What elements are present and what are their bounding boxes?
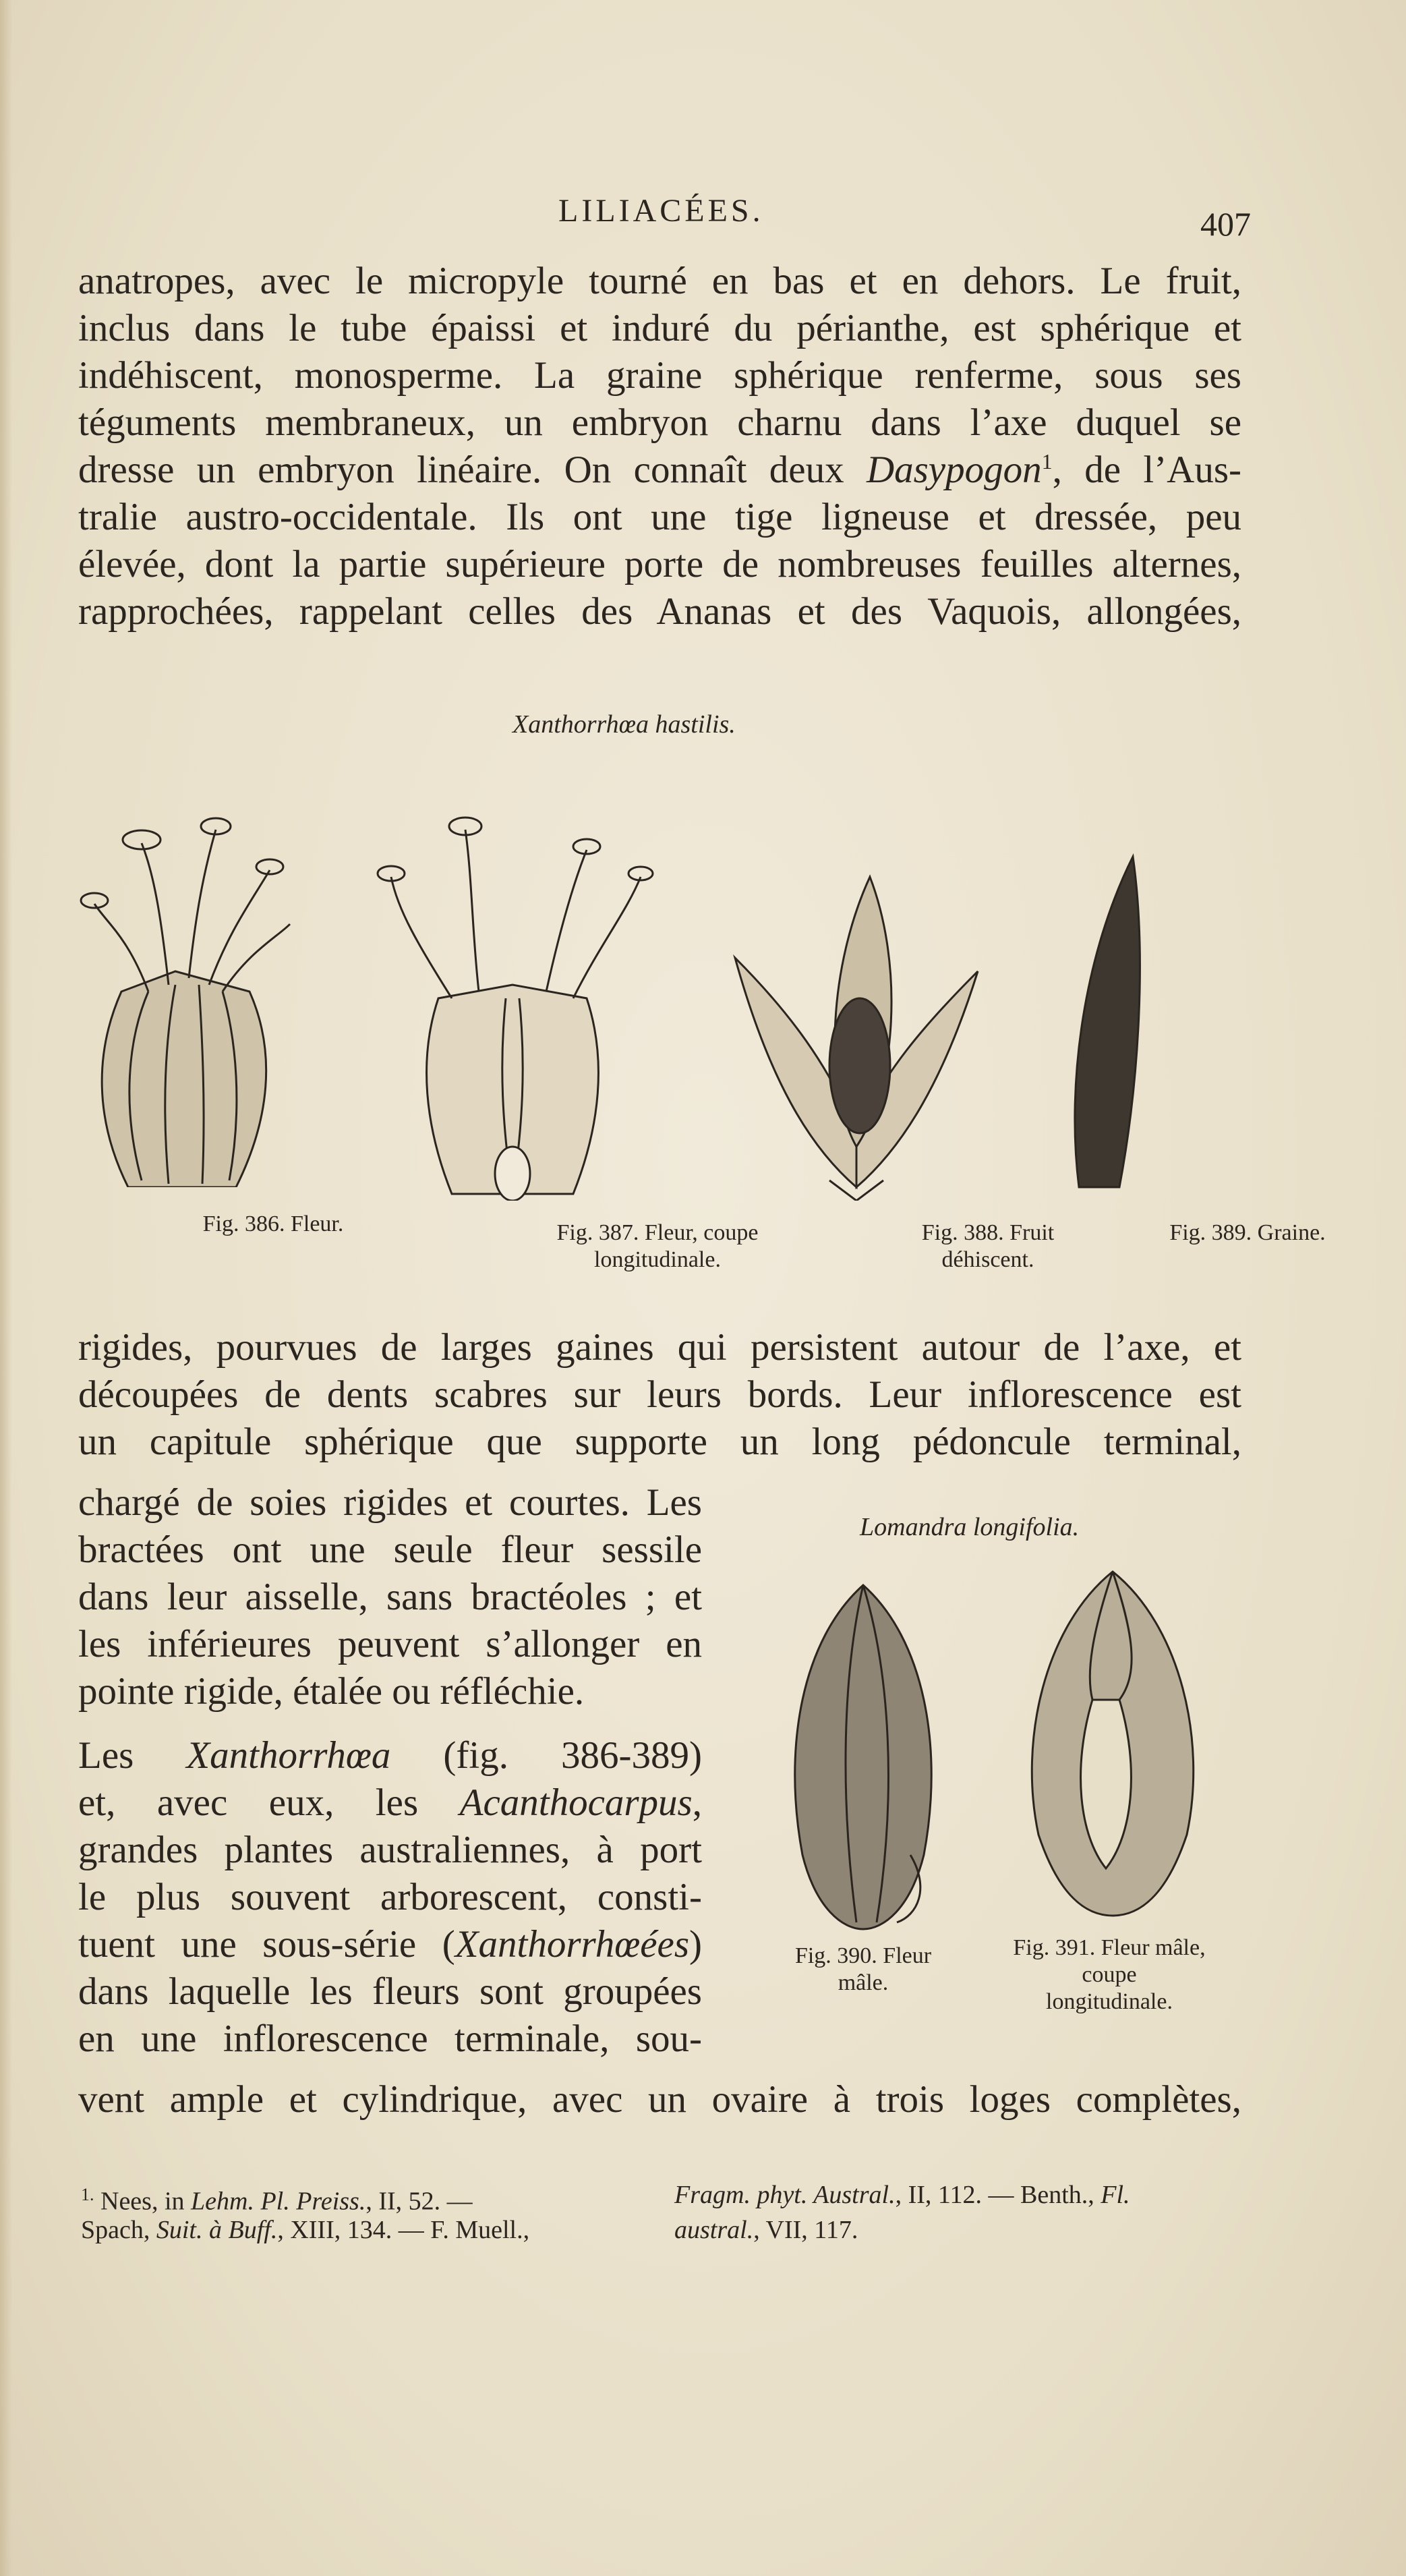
caption-fig-389: Fig. 389. Graine. <box>1169 1220 1326 1245</box>
genus-name: Acanthocarpus <box>459 1781 693 1824</box>
text-line: indéhiscent, monosperme. La graine sphérique renferme, sous ses <box>78 354 1241 397</box>
caption-fig-388-line2: déhiscent. <box>941 1247 1034 1272</box>
text-line: le plus souvent arborescent, consti- <box>78 1876 702 1918</box>
text-line: vent ample et cylindrique, avec un ovaire à trois loges complètes, <box>78 2078 1241 2121</box>
caption-fig-387-line2: longitudinale. <box>594 1247 721 1272</box>
page-number: 407 <box>1200 205 1251 243</box>
text-line: tralie austro-occidentale. Ils ont une tige ligneuse et dressée, peu <box>78 496 1241 538</box>
running-head: LILIACÉES. <box>558 193 764 229</box>
caption-fig-391-line2: coupe <box>1082 1962 1137 1987</box>
caption-fig-391-line3: longitudinale. <box>1046 1989 1173 2014</box>
text-line: les inférieures peuvent s’allonger en <box>78 1623 702 1665</box>
caption-fig-390-line1: Fig. 390. Fleur <box>794 1943 932 1968</box>
text-line: en une inflorescence terminale, sou- <box>78 2017 702 2060</box>
caption-fig-386: Fig. 386. Fleur. <box>202 1211 344 1236</box>
genus-name: Dasypogon <box>866 449 1042 491</box>
page-gutter-shadow <box>0 0 12 2576</box>
text-line: Les Xanthorrhœa (fig. 386-389) <box>78 1734 702 1777</box>
text-line: rapprochées, rappelant celles des Ananas et des Vaquois, allongées, <box>78 590 1241 633</box>
plate-title-xanthorrhoea: Xanthorrhœa hastilis. <box>512 710 736 739</box>
text-line: découpées de dents scabres sur leurs bords. Leur inflorescence est <box>78 1373 1241 1416</box>
text-line: bractées ont une seule fleur sessile <box>78 1528 702 1571</box>
fig-388-dehiscent-fruit-illustration <box>728 863 985 1201</box>
text-line: pointe rigide, étalée ou réfléchie. <box>78 1670 585 1713</box>
text-line: téguments membraneux, un embryon charnu dans l’axe duquel se <box>78 401 1241 444</box>
text-line: et, avec eux, les Acanthocarpus, <box>78 1781 702 1824</box>
genus-name: Xanthorrhœées <box>455 1923 690 1966</box>
footnote-ref: 1 <box>1041 449 1053 474</box>
text-line: chargé de soies rigides et courtes. Les <box>78 1481 702 1524</box>
text-line: dresse un embryon linéaire. On connaît deux Dasypogon$^1$, de l’Aus- <box>78 449 1241 491</box>
text-line: dans laquelle les fleurs sont groupées <box>78 1970 702 2013</box>
fig-389-seed-illustration <box>1059 850 1153 1194</box>
caption-fig-387-line1: Fig. 387. Fleur, coupe <box>556 1220 759 1245</box>
caption-fig-390-line2: mâle. <box>838 1970 889 1995</box>
footnote-line-2b: austral., VII, 117. <box>674 2216 858 2244</box>
text-line: tuent une sous-série (Xanthorrhœées) <box>78 1923 702 1966</box>
caption-fig-388-line1: Fig. 388. Fruit <box>921 1220 1055 1245</box>
fig-386-flower-illustration <box>67 769 310 1187</box>
plate-title-lomandra: Lomandra longifolia. <box>860 1513 1080 1541</box>
fig-390-male-flower-illustration <box>775 1572 951 1936</box>
text-line: anatropes, avec le micropyle tourné en bas et en dehors. Le fruit, <box>78 260 1241 302</box>
footnote-line-1: $^{1.}$ Nees, in Lehm. Pl. Preiss., II, 52. — <box>81 2185 473 2216</box>
genus-name: Xanthorrhœa <box>186 1734 391 1777</box>
fig-391-male-flower-section-illustration <box>1012 1565 1214 1922</box>
fig-387-flower-section-illustration <box>371 776 654 1201</box>
footnote-line-1b: Fragm. phyt. Austral., II, 112. — Benth., Fl. <box>674 2181 1130 2209</box>
text-line: rigides, pourvues de larges gaines qui persistent autour de l’axe, et <box>78 1326 1241 1369</box>
text-line: dans leur aisselle, sans bractéoles ; et <box>78 1576 702 1618</box>
text-line: inclus dans le tube épaissi et induré du périanthe, est sphérique et <box>78 307 1241 349</box>
text-line: un capitule sphérique que supporte un long pédoncule terminal, <box>78 1421 1241 1463</box>
text-line: élevée, dont la partie supérieure porte de nombreuses feuilles alternes, <box>78 543 1241 585</box>
text-line: grandes plantes australiennes, à port <box>78 1829 702 1871</box>
footnote-line-2: Spach, Suit. à Buff., XIII, 134. — F. Muell., <box>81 2216 530 2244</box>
caption-fig-391-line1: Fig. 391. Fleur mâle, <box>1013 1935 1206 1960</box>
